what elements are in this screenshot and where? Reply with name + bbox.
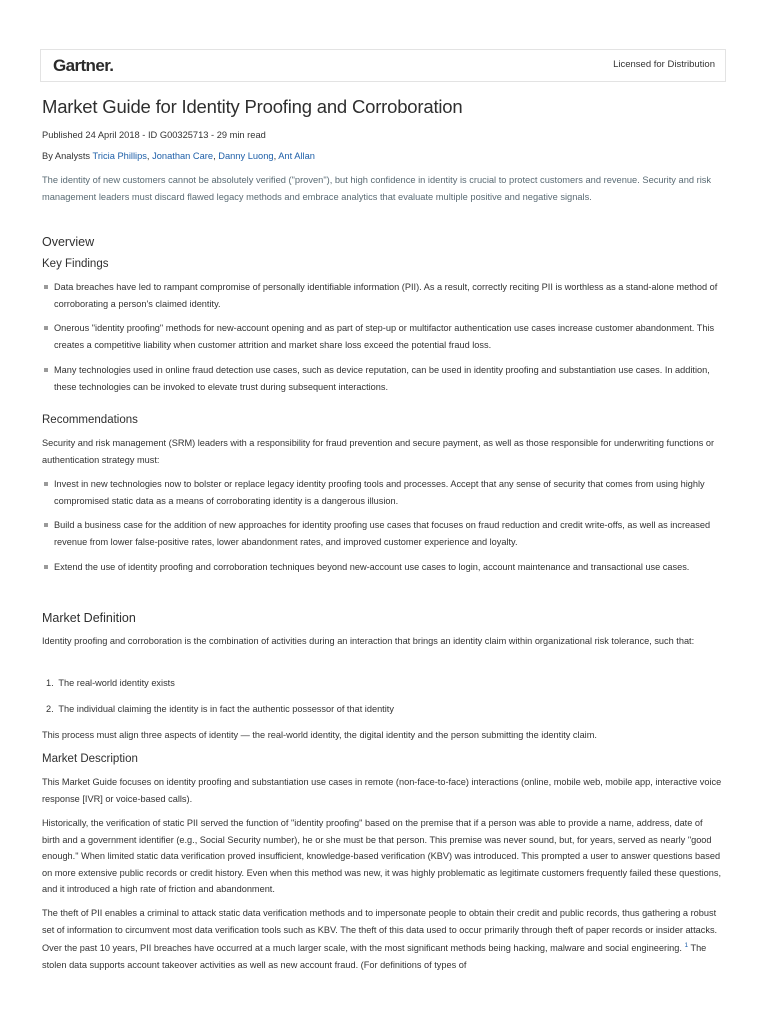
- market-description-paragraph: This Market Guide focuses on identity proofing and substantiation use cases in remote (non-face-to-face) interactions (online, mobile web, mobile app, interactive voice response [IVR] or voice-based calls).: [42, 777, 722, 804]
- recommendation-item: [42, 517, 722, 550]
- key-finding-item: [42, 320, 722, 353]
- key-finding-item: [42, 279, 722, 312]
- recommendation-item: [42, 559, 722, 576]
- logo-text: Gartner: [53, 56, 110, 75]
- market-definition-heading: Market Definition: [42, 611, 136, 625]
- analysts-line: [42, 151, 315, 161]
- market-definition-intro: Identity proofing and corroboration is the combination of activities during an interaction that brings an identity claim within organizational risk tolerance, such that:: [42, 636, 695, 646]
- recommendation-item: [42, 476, 722, 509]
- overview-heading: Overview: [42, 235, 95, 249]
- analyst-separator: ,: [273, 151, 279, 161]
- market-description-paragraph: Historically, the verification of static PII served the function of "identity proofing" based on the premise that if a person was able to provide a name, address, date of birth and a government identifier (e.g., Social Security number), he or she must be that person. This premise was never sound, but, for years, served as nearly "good enough." When limited static data verification proved insufficient, knowledge-based verification (KBV) was introduced. This prompted a user to answer questions based on more extensive public records or credit history. Even when this method was new, it was highly problematic as legitimate customers frequently failed these questions, and it introduced a high rate of friction and abandonment.: [42, 818, 722, 894]
- license-label: Licensed for Distribution: [613, 59, 715, 70]
- recommendation-text: Extend the use of identity proofing and corroboration techniques beyond new-account use cases to login, account maintenance and transactional use cases.: [54, 562, 690, 572]
- definition-list-item: [46, 701, 722, 718]
- paragraph-text: The stolen data supports account takeover activities as well as new account fraud. (For definitions of types of: [42, 943, 707, 970]
- analyst-separator: ,: [146, 151, 153, 161]
- bullet-icon: [44, 482, 48, 486]
- analysts-prefix: By Analysts: [42, 151, 93, 161]
- key-finding-text: Many technologies used in online fraud detection use cases, such as device reputation, can be used in identity proofing and substantiation use cases. In addition, these technologies can be invoked to elevate trust during subsequent interactions.: [54, 365, 710, 392]
- key-finding-text: Onerous "identity proofing" methods for new-account opening and as part of step-up or multifactor authentication use cases increase customer abandonment. This creates a competitive liability when customer attrition and market share loss exceed the potential fraud loss.: [54, 323, 715, 350]
- bullet-icon: [44, 326, 48, 330]
- header-bar: [40, 49, 726, 82]
- gartner-logo[interactable]: [53, 56, 113, 76]
- definition-list-item: [46, 675, 722, 692]
- paragraph-text: The theft of PII enables a criminal to attack static data verification methods and to impersonate people to obtain their credit and public records, thus gathering a robust set of information to circumvent most data verification tools such as KBV. The theft of this data used to occur primarily through theft of paper records or insider attacks. Over the past 10 years, PII breaches have occurred at a much larger scale, with the most significant methods being hacking, malware and social engineering.: [42, 908, 718, 954]
- recommendations-intro: Security and risk management (SRM) leaders with a responsibility for fraud prevention and secure payment, as well as those responsible for underwriting functions or authentication strategy must:: [42, 438, 715, 465]
- analyst-link[interactable]: Danny Luong: [218, 151, 274, 161]
- published-info: Published 24 April 2018 - ID G00325713 - 29 min read: [42, 130, 266, 140]
- analyst-link[interactable]: Ant Allan: [278, 151, 315, 161]
- analyst-link[interactable]: Jonathan Care: [152, 151, 214, 161]
- market-description-paragraph: [42, 905, 722, 973]
- list-text: The real-world identity exists: [58, 678, 175, 688]
- page-title: Market Guide for Identity Proofing and Corroboration: [42, 96, 463, 117]
- recommendations-heading: Recommendations: [42, 414, 138, 426]
- bullet-icon: [44, 565, 48, 569]
- key-finding-item: [42, 362, 722, 395]
- list-text: The individual claiming the identity is in fact the authentic possessor of that identity: [58, 704, 394, 714]
- analyst-link[interactable]: Tricia Phillips: [92, 151, 147, 161]
- list-number: 2.: [46, 704, 54, 714]
- recommendation-text: Invest in new technologies now to bolster or replace legacy identity proofing tools and processes. Accept that any sense of security that comes from using highly compromised static data as a means of corroborating identity is a dangerous illusion.: [54, 479, 705, 506]
- analyst-separator: ,: [213, 151, 219, 161]
- footnote-link[interactable]: 1: [684, 942, 689, 949]
- bullet-icon: [44, 523, 48, 527]
- key-finding-text: Data breaches have led to rampant compromise of personally identifiable information (PII). As a result, correctly reciting PII is worthless as a stand-alone method of corroborating a person's claimed identity.: [54, 282, 718, 309]
- logo-dot: .: [109, 56, 114, 75]
- market-definition-closing: This process must align three aspects of identity — the real-world identity, the digital identity and the person submitting the identity claim.: [42, 730, 597, 740]
- summary: The identity of new customers cannot be absolutely verified ("proven"), but high confidence in identity is crucial to protect customers and revenue. Security and risk management leaders must discard flawed legacy methods and embrace analytics that evaluate multiple positive and negative signals.: [42, 175, 712, 202]
- bullet-icon: [44, 368, 48, 372]
- key-findings-heading: Key Findings: [42, 258, 109, 270]
- list-number: 1.: [46, 678, 54, 688]
- bullet-icon: [44, 285, 48, 289]
- recommendation-text: Build a business case for the addition of new approaches for identity proofing use cases that focuses on fraud reduction and credit write-offs, as well as increased revenue from lower false-positive rates, lower abandonment rates, and improved customer experience and loyalty.: [54, 520, 711, 547]
- market-description-heading: Market Description: [42, 753, 138, 765]
